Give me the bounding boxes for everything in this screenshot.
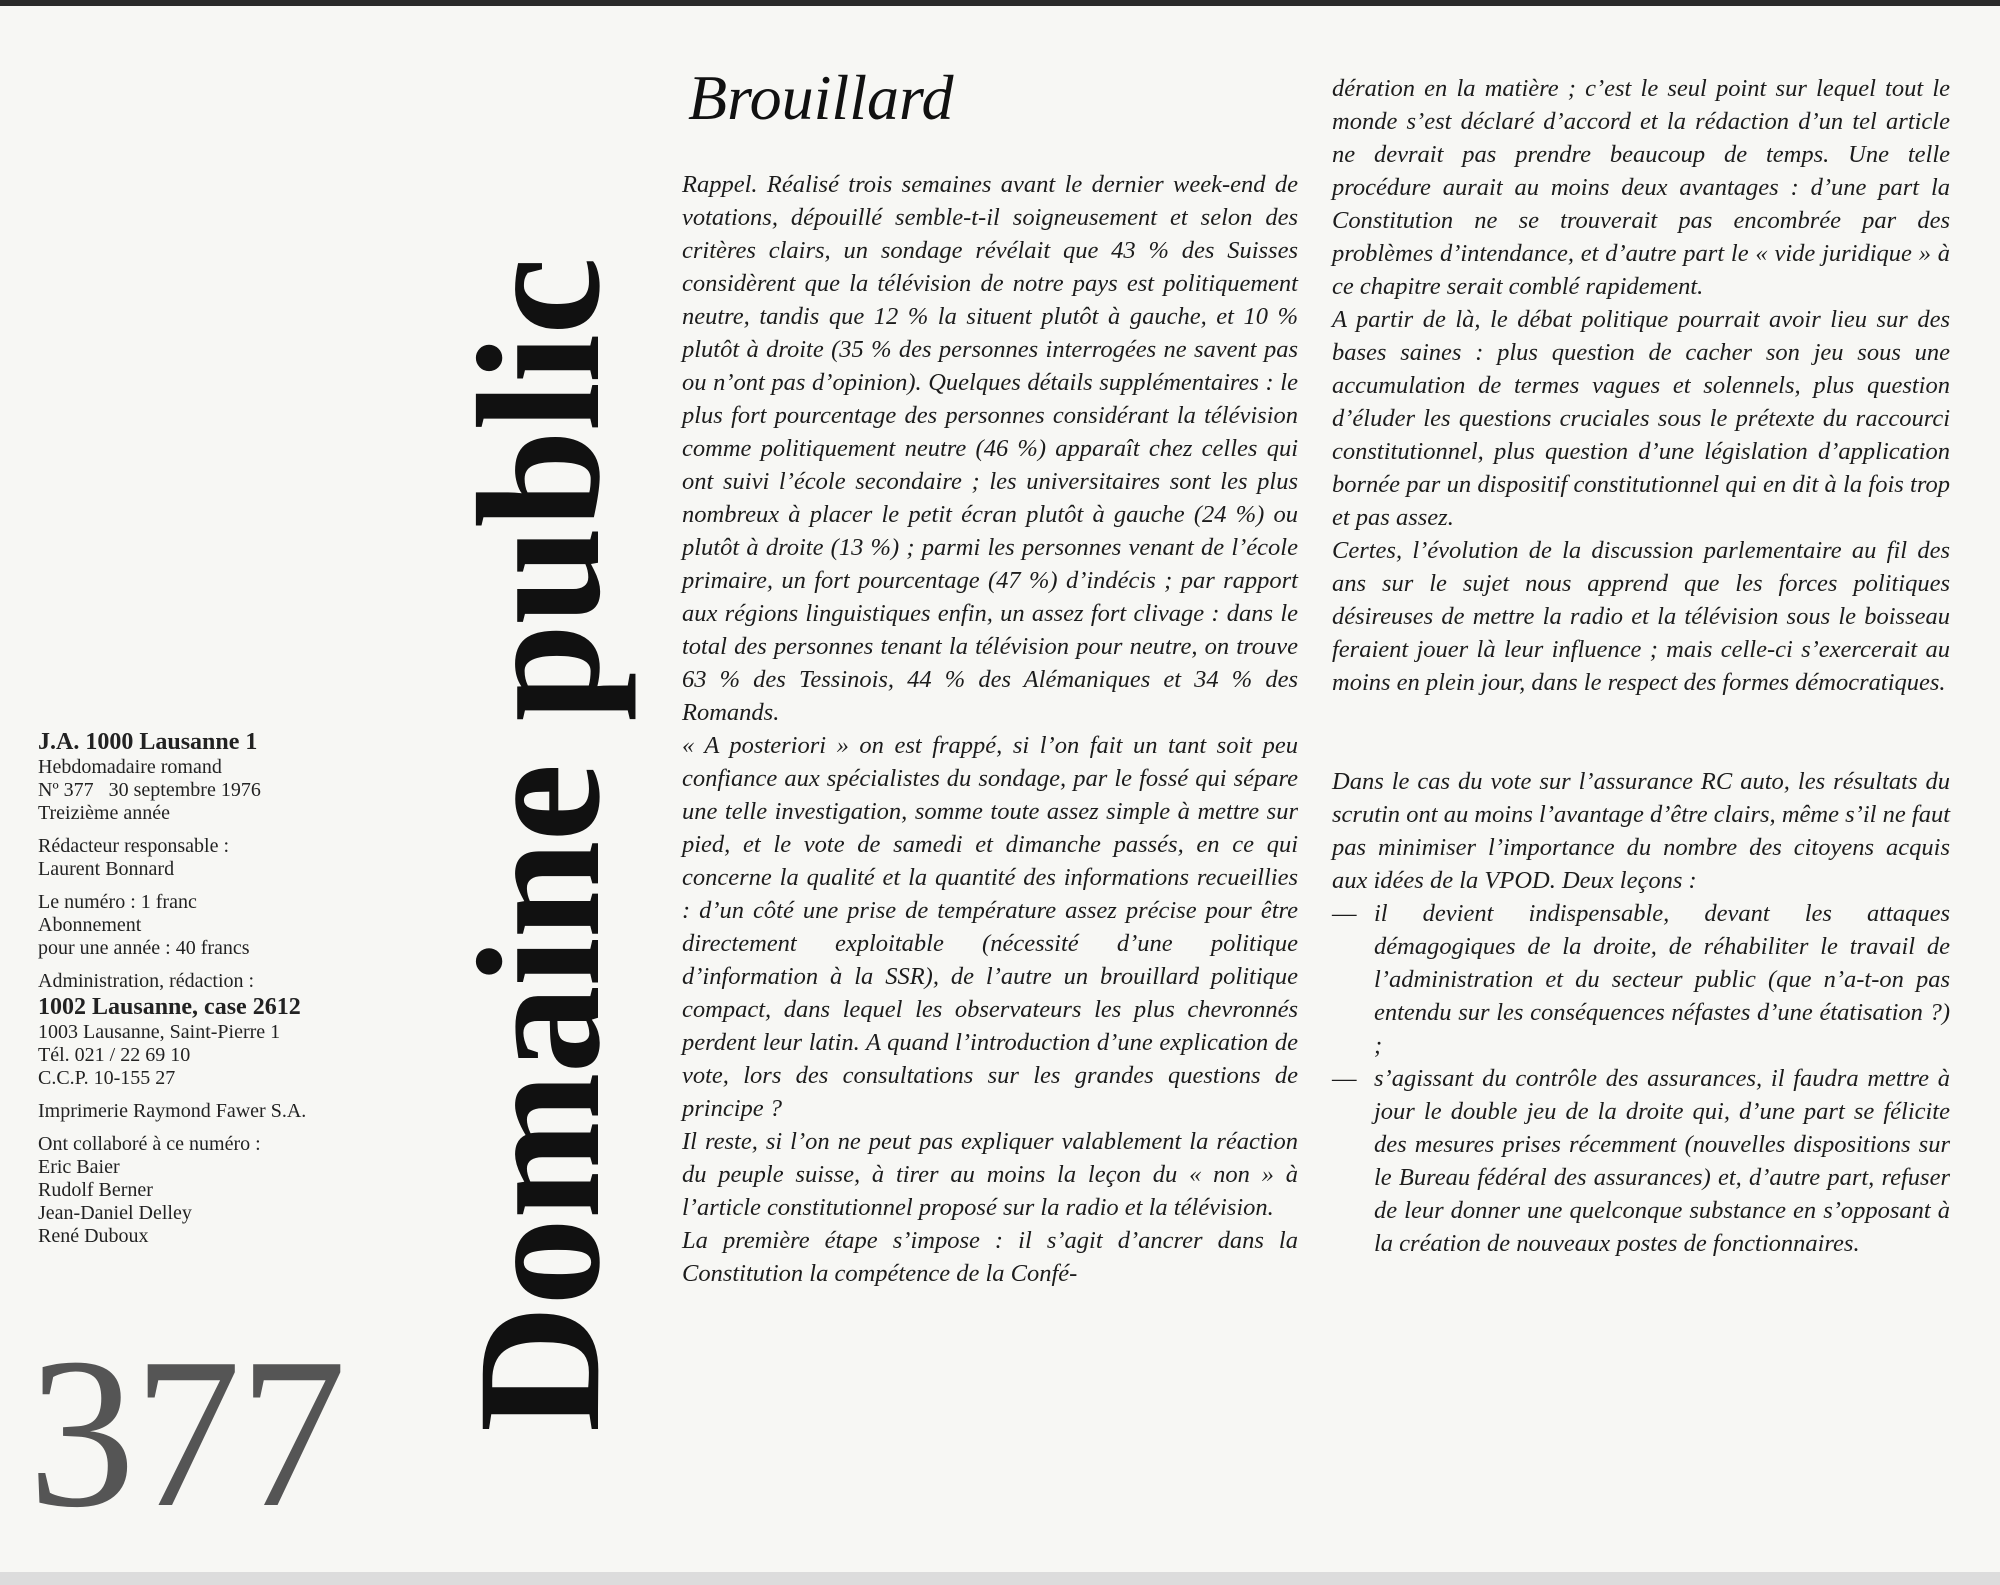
lesson-dash: —	[1332, 900, 1357, 927]
contributor-name: Eric Baier	[38, 1156, 120, 1178]
article-column-middle	[682, 168, 1298, 1290]
top-rule	[0, 0, 2000, 6]
rc-intro-paragraph: Dans le cas du vote sur l’assurance RC auto, les résultats du scrutin ont au moins l’avantage d’être clairs, même s’il ne faut pas minimiser l’importance du nombre des citoyens acquis aux idées de la VPOD. Deux leçons :	[1332, 768, 1950, 894]
admin-address: 1002 Lausanne, case 2612	[38, 994, 301, 1020]
lesson-text: s’agissant du contrôle des assurances, il faudra mettre à jour le double jeu de la droite qui, d’une part se félicite des mesures prises récemment (nouvelles dispositions sur le Bureau fédéral des assurances) et, d’autre part, refuser de leur donner une quelconque substance en s’opposant à la création de nouveaux postes de fonctionnaires.	[1374, 1065, 1950, 1257]
contributor-name: Jean-Daniel Delley	[38, 1202, 192, 1224]
publication-year: Treizième année	[38, 802, 170, 824]
lesson-item	[1332, 1062, 1950, 1260]
article-column-right	[1332, 72, 1950, 1260]
contributor-name: Rudolf Berner	[38, 1179, 153, 1201]
issue-date: Nº 377 30 septembre 1976	[38, 779, 261, 801]
lesson-item	[1332, 897, 1950, 1062]
article-paragraph-continuation: dération en la matière ; c’est le seul point sur lequel tout le monde s’est déclaré d’accord et la rédaction d’un tel article ne devrait pas prendre beaucoup de temps. Une telle procédure aurait au moins deux avantages : d’une part la Constitution ne se trouverait pas encombrée par des problèmes d’intendance, et d’autre part le « vide juridique » à ce chapitre serait comblé rapidement.	[1332, 75, 1950, 300]
lesson-text: il devient indispensable, devant les attaques démagogiques de la droite, de réhabiliter le travail de l’administration et du secteur public (que n’a-t-on pas entendu sur les conséquences néfastes d’une étatisation ?) ;	[1374, 900, 1950, 1059]
subscription-label: Abonnement	[38, 914, 142, 936]
admin-label: Administration, rédaction :	[38, 970, 255, 992]
article-paragraph: Rappel. Réalisé trois semaines avant le dernier week-end de votations, dépouillé semble-t-il soigneusement et selon des critères clairs, un sondage révélait que 43 % des Suisses considèrent que la télévision de notre pays est politiquement neutre, tandis que 12 % la situent plutôt à gauche, et 10 % plutôt à droite (35 % des personnes interrogées ne savent pas ou n’ont pas d’opinion). Quelques détails supplémentaires : le plus fort pourcentage des personnes considérant la télévision comme politiquement neutre (46 %) apparaît chez celles qui ont suivi l’école secondaire ; les universitaires sont les plus nombreux à placer le petit écran plutôt à gauche (24 %) ou plutôt à droite (13 %) ; parmi les personnes venant de l’école primaire, un fort pourcentage (47 %) d’indécis ; par rapport aux régions linguistiques enfin, un assez fort clivage : dans le total des personnes tenant la télévision pour neutre, on trouve 63 % des Tessinois, 44 % des Alémaniques et 34 % des Romands.	[682, 171, 1298, 726]
article-paragraph: A partir de là, le débat politique pourrait avoir lieu sur des bases saines : plus question de cacher son jeu sous une accumulation de termes vagues et solennels, plus question d’éluder les questions cruciales sous le prétexte du raccourci constitutionnel, plus question d’une législation d’application bornée par un dispositif constitutionnel qui en dit à la fois trop et pas assez.	[1332, 306, 1950, 531]
article-paragraph: Il reste, si l’on ne peut pas expliquer valablement la réaction du peuple suisse, à tirer au moins la leçon du « non » à l’article constitutionnel proposé sur la radio et la télévision.	[682, 1128, 1298, 1221]
masthead-title: Domaine public	[442, 257, 637, 1433]
lesson-dash: —	[1332, 1065, 1357, 1092]
street-address: 1003 Lausanne, Saint-Pierre 1	[38, 1021, 281, 1043]
phone-number: Tél. 021 / 22 69 10	[38, 1044, 191, 1066]
printer-name: Imprimerie Raymond Fawer S.A.	[38, 1100, 307, 1122]
subscription-price: pour une année : 40 francs	[38, 937, 250, 959]
contributors-label: Ont collaboré à ce numéro :	[38, 1133, 261, 1155]
contributor-name: René Duboux	[38, 1225, 149, 1247]
editor-label: Rédacteur responsable :	[38, 835, 230, 857]
postal-account: C.C.P. 10-155 27	[38, 1067, 176, 1089]
article-paragraph: Certes, l’évolution de la discussion parlementaire au fil des ans sur le sujet nous apprend que les forces politiques désireuses de mettre la radio et la télévision sous le boisseau feraient jouer là leur influence ; mais celle-ci s’exercerait au moins en plein jour, dans le respect des formes démocratiques.	[1332, 537, 1950, 696]
editor-name: Laurent Bonnard	[38, 858, 175, 880]
article-paragraph-continued: La première étape s’impose : il s’agit d’ancrer dans la Constitution la compétence de la Confé-	[682, 1227, 1298, 1287]
article-title: Brouillard	[688, 62, 954, 133]
article-paragraph: « A posteriori » on est frappé, si l’on fait un tant soit peu confiance aux spécialistes du sondage, par le fossé qui sépare une telle investigation, somme toute assez simple à mettre sur pied, et le vote de samedi et dimanche passés, en ce qui concerne la qualité et la quantité des informations recueillies : d’un côté une prise de température assez précise pour être directement exploitable (nécessité d’une politique d’information à la SSR), de l’autre un brouillard politique compact, dans lequel les observateurs les plus chevronnés perdent leur latin. A quand l’introduction d’une explication de vote, lors des consultations sur les grandes questions de principe ?	[682, 732, 1298, 1122]
colophon	[38, 728, 438, 1248]
issue-price: Le numéro : 1 franc	[38, 891, 197, 913]
page-edge	[0, 1572, 2000, 1585]
postal-code-line: J.A. 1000 Lausanne 1	[38, 729, 258, 755]
masthead	[440, 145, 640, 1545]
publication-type: Hebdomadaire romand	[38, 756, 222, 778]
issue-number: 377	[28, 1313, 345, 1552]
